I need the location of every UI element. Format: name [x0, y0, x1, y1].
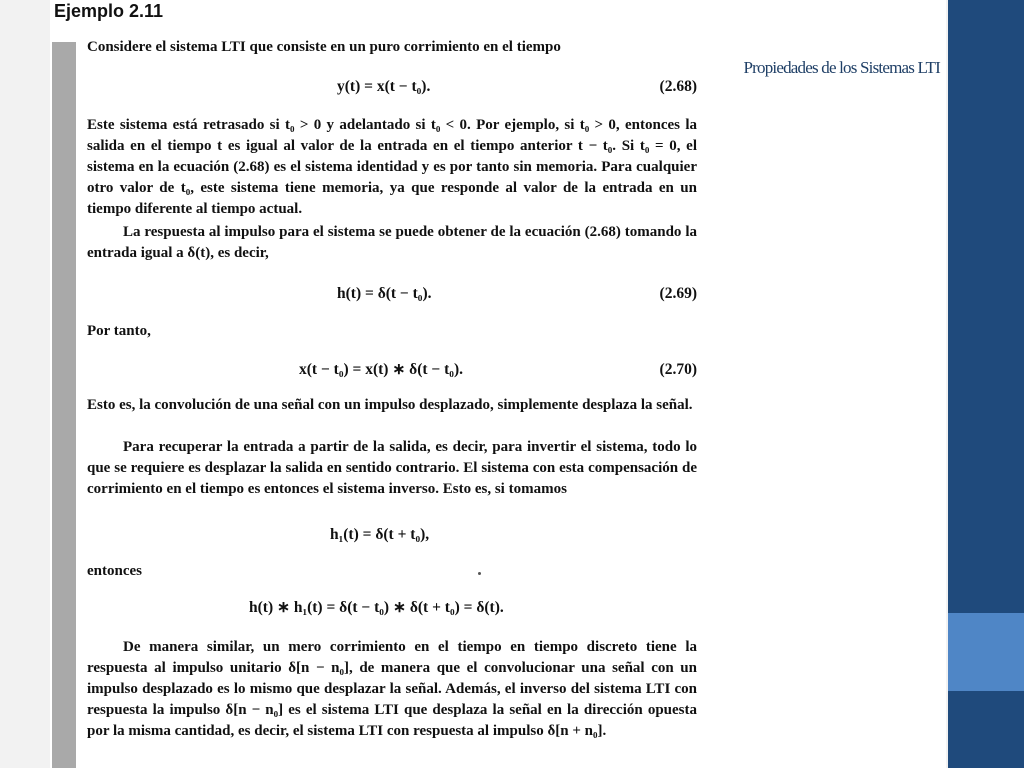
- paragraph-2-text: La respuesta al impulso para el sistema se puede obtener de la ecuación (2.68) tomando la entrada igual a δ(t), es decir,: [87, 224, 697, 261]
- intro-paragraph: [87, 37, 697, 58]
- intro-text: Considere el sistema LTI que consiste en un puro corrimiento en el tiempo: [87, 39, 561, 55]
- scan-speck: [478, 572, 481, 575]
- slide-title: Propiedades de los Sistemas LTI: [743, 58, 940, 77]
- page-margin-bar: [52, 42, 76, 768]
- paragraph-2: [87, 222, 697, 264]
- equation-number: (2.70): [659, 361, 697, 378]
- equation-expr: h₁(t) = δ(t + t₀),: [330, 526, 430, 543]
- equation-expr: h(t) = δ(t − t₀).: [337, 285, 432, 302]
- paragraph-6-text: entonces: [87, 563, 142, 579]
- paragraph-7-text: De manera similar, un mero corrimiento en el tiempo en tiempo discreto tiene la respuesta al impulso unitario δ[n − n₀], de manera que el convolucionar una señal con un impulso desplazado es lo mismo que desplazar la señal. Además, el inverso del sistema LTI con respuesta la impulso δ[n − n₀] es el sistema LTI que desplaza la señal en la dirección opuesta por la misma cantidad, es decir, el sistema LTI con respuesta al impulso δ[n + n₀].: [87, 639, 697, 739]
- equation-expr: y(t) = x(t − t₀).: [337, 78, 431, 95]
- slide-sidebar-accent: [948, 613, 1024, 691]
- paragraph-6: [87, 561, 697, 582]
- paragraph-5-text: Para recuperar la entrada a partir de la salida, es decir, para invertir el sistema, todo lo que se requiere es desplazar la salida en sentido contrario. El sistema con esta compensación de corrimiento en el tiempo es entonces el sistema inverso. Esto es, si tomamos: [87, 439, 697, 497]
- paragraph-5: [87, 437, 697, 500]
- paragraph-7: [87, 637, 697, 742]
- equation-expr: x(t − t₀) = x(t) ∗ δ(t − t₀).: [299, 361, 463, 378]
- paragraph-1: [87, 115, 697, 220]
- paragraph-3-text: Por tanto,: [87, 323, 151, 339]
- paragraph-4: [87, 395, 697, 416]
- paragraph-1-text: Este sistema está retrasado si t₀ > 0 y adelantado si t₀ < 0. Por ejemplo, si t₀ > 0, entonces la salida en el tiempo t es igual al valor de la entrada en el tiempo anterior t − t₀. Si t₀ = 0, el sistema en la ecuación (2.68) es el sistema identidad y es por tanto sin memoria. Para cualquier otro valor de t₀, este sistema tiene memoria, ya que responde al valor de la entrada en un tiempo diferente al tiempo actual.: [87, 117, 697, 217]
- equation-number: (2.68): [659, 78, 697, 95]
- paragraph-3: [87, 321, 697, 342]
- equation-number: (2.69): [659, 285, 697, 302]
- paragraph-4-text: Esto es, la convolución de una señal con un impulso desplazado, simplemente desplaza la señal.: [87, 397, 693, 413]
- equation-expr: h(t) ∗ h₁(t) = δ(t − t₀) ∗ δ(t + t₀) = δ(t).: [249, 599, 504, 616]
- example-heading: Ejemplo 2.11: [54, 1, 164, 21]
